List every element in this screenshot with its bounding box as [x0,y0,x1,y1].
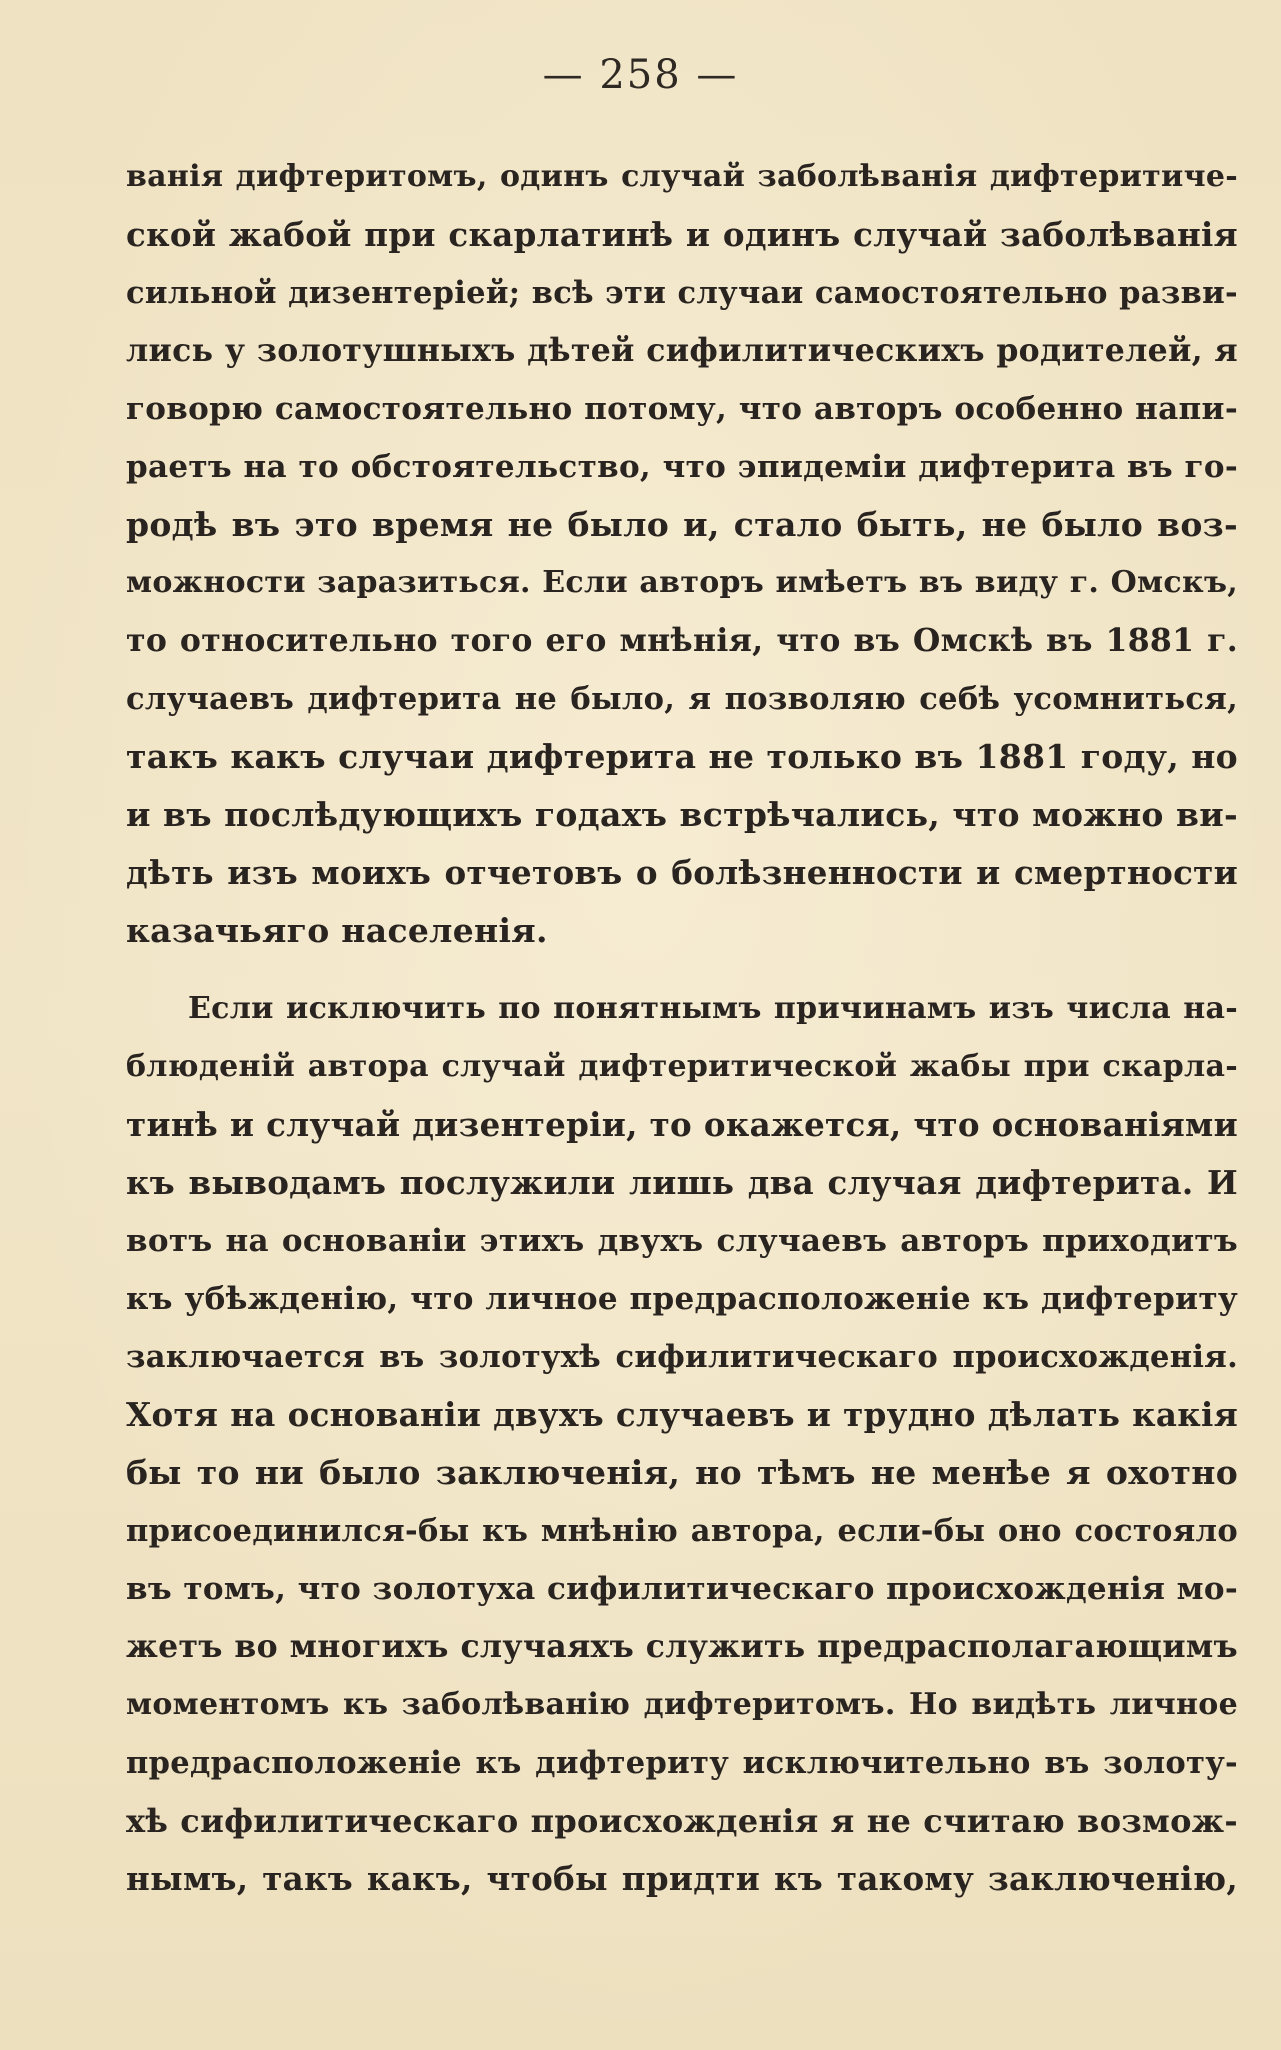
text-line: дѣть изъ моихъ отчетовъ о болѣзненности и смертности [126,853,1238,892]
text-line: блюденій автора случай дифтеритической жабы при скарла- [126,1049,1238,1084]
text-line: нымъ, такъ какъ, чтобы придти къ такому заключенію, [126,1859,1238,1898]
text-line: случаевъ дифтерита не было, я позволяю себѣ усомниться, [126,681,1238,717]
text-line: ванія дифтеритомъ, одинъ случай заболѣванія дифтеритиче- [126,159,1238,194]
text-line: въ томъ, что золотуха сифилитическаго происхожденія мо- [126,1571,1238,1607]
text-line: моментомъ къ заболѣванію дифтеритомъ. Но видѣть личное [126,1687,1238,1722]
paragraph-gap [126,960,1238,980]
text-line: къ убѣжденію, что личное предрасположеніе къ дифтериту [126,1281,1238,1317]
text-line: тинѣ и случай дизентеріи, то окажется, что основаніями [126,1105,1238,1144]
body-text [126,148,1238,1908]
text-line: хѣ сифилитическаго происхожденія я не считаю возмож- [126,1802,1238,1840]
text-line: присоединился-бы къ мнѣнію автора, если-бы оно состояло [126,1513,1238,1549]
text-line: и въ послѣдующихъ годахъ встрѣчались, что можно ви- [126,795,1238,834]
text-line: сильной дизентеріей; всѣ эти случаи самостоятельно разви- [126,275,1238,311]
text-line: можности заразиться. Если авторъ имѣетъ въ виду г. Омскъ, [126,565,1238,600]
text-line: къ выводамъ послужили лишь два случая дифтерита. И [126,1163,1238,1202]
text-line: Если исключить по понятнымъ причинамъ изъ числа на- [188,991,1238,1026]
text-line: раетъ на то обстоятельство, что эпидеміи дифтерита въ го- [126,449,1238,485]
text-line: предрасположеніе къ дифтериту исключительно въ золоту- [126,1745,1238,1781]
text-line: жетъ во многихъ случаяхъ служить предрасполагающимъ [126,1628,1238,1665]
paragraph-2 [126,980,1238,1908]
text-line: родѣ въ это время не было и, стало быть, не было воз- [126,505,1238,544]
text-line: говорю самостоятельно потому, что авторъ особенно напи- [126,391,1238,427]
text-line: заключается въ золотухѣ сифилитическаго происхожденія. [126,1339,1238,1375]
text-line: такъ какъ случаи дифтерита не только въ 1881 году, но [126,737,1238,776]
text-line: то относительно того его мнѣнія, что въ Омскѣ въ 1881 г. [126,622,1238,659]
paragraph-1 [126,148,1238,960]
text-line: ской жабой при скарлатинѣ и одинъ случай заболѣванія [126,215,1238,254]
text-line: казачьяго населенія. [126,911,548,950]
text-line: бы то ни было заключенія, но тѣмъ не менѣе я охотно [126,1453,1238,1492]
text-line: Хотя на основаніи двухъ случаевъ и трудно дѣлать какія [126,1395,1238,1434]
text-line: вотъ на основаніи этихъ двухъ случаевъ авторъ приходитъ [126,1223,1238,1259]
text-line: лись у золотушныхъ дѣтей сифилитическихъ родителей, я [126,332,1238,369]
page-number: — 258 — [542,52,739,98]
